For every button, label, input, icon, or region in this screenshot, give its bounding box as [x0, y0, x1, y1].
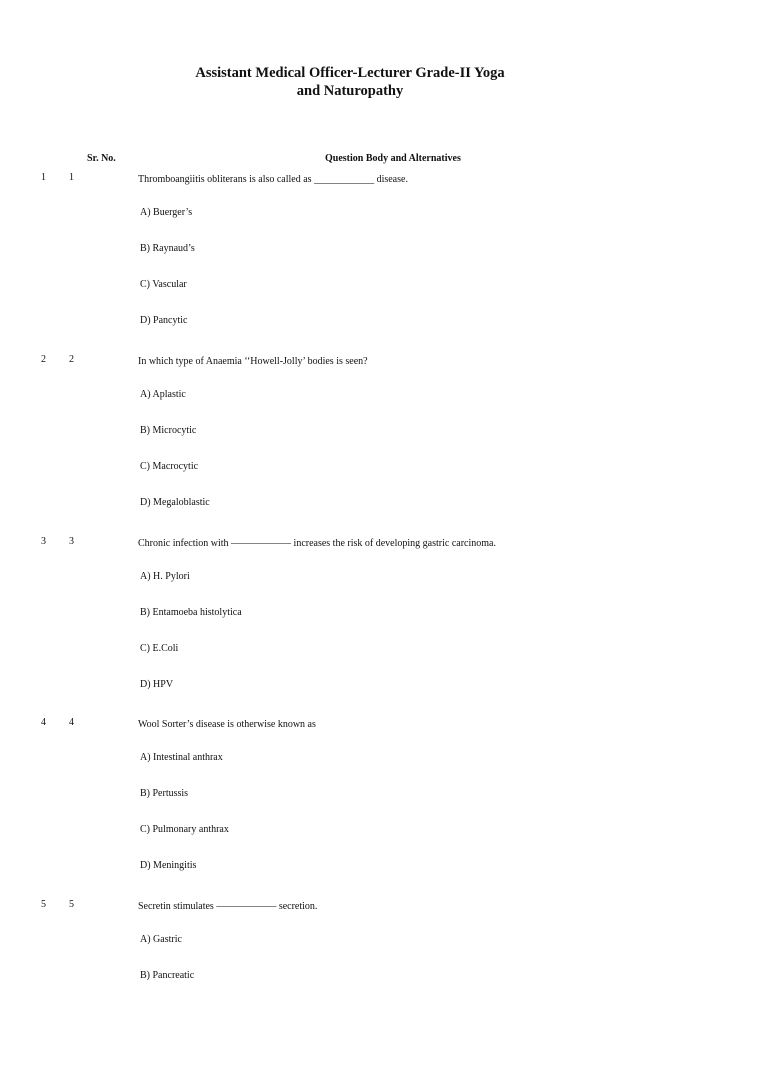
question-index: 2 — [41, 354, 46, 365]
document-title-line-1: Assistant Medical Officer-Lecturer Grade-II Yoga — [195, 65, 505, 81]
column-header-sr-no: Sr. No. — [87, 153, 116, 164]
question-item — [0, 899, 768, 1079]
document-title-line-2: and Naturopathy — [296, 83, 404, 99]
question-index: 4 — [41, 717, 46, 728]
option-b: B) Raynaud’s — [140, 243, 195, 254]
question-text: Wool Sorter’s disease is otherwise known as — [138, 719, 316, 730]
question-item — [0, 172, 768, 352]
option-d: D) Meningitis — [140, 860, 197, 871]
question-text: Secretin stimulates ―――――― secretion. — [138, 901, 318, 912]
option-c: C) Pulmonary anthrax — [140, 824, 229, 835]
question-index: 5 — [41, 899, 46, 910]
option-d: D) HPV — [140, 679, 174, 690]
question-sr-no: 3 — [69, 536, 74, 547]
option-c: C) Vascular — [140, 279, 187, 290]
question-text: In which type of Anaemia ‘‘Howell-Jolly’ bodies is seen? — [138, 356, 368, 367]
option-a: A) Buerger’s — [140, 207, 193, 218]
option-b: B) Microcytic — [140, 425, 197, 436]
question-item — [0, 717, 768, 897]
question-index: 1 — [41, 172, 46, 183]
question-text: Thromboangiitis obliterans is also called as ____________ disease. — [138, 174, 408, 185]
question-item — [0, 354, 768, 534]
option-b: B) Pancreatic — [140, 970, 195, 981]
option-a: A) Gastric — [140, 934, 182, 945]
option-b: B) Pertussis — [140, 788, 189, 799]
option-a: A) Aplastic — [140, 389, 186, 400]
option-c: C) E.Coli — [140, 643, 179, 654]
option-a: A) Intestinal anthrax — [140, 752, 223, 763]
question-sr-no: 1 — [69, 172, 74, 183]
option-d: D) Megaloblastic — [140, 497, 210, 508]
question-item — [0, 536, 768, 716]
question-text: Chronic infection with ―――――― increases the risk of developing gastric carcinoma. — [138, 538, 496, 549]
question-sr-no: 4 — [69, 717, 74, 728]
option-d: D) Pancytic — [140, 315, 188, 326]
question-sr-no: 2 — [69, 354, 74, 365]
option-b: B) Entamoeba histolytica — [140, 607, 242, 618]
document-title — [0, 64, 700, 100]
option-a: A) H. Pylori — [140, 571, 190, 582]
question-index: 3 — [41, 536, 46, 547]
question-sr-no: 5 — [69, 899, 74, 910]
option-c: C) Macrocytic — [140, 461, 199, 472]
column-header-question: Question Body and Alternatives — [325, 153, 461, 164]
